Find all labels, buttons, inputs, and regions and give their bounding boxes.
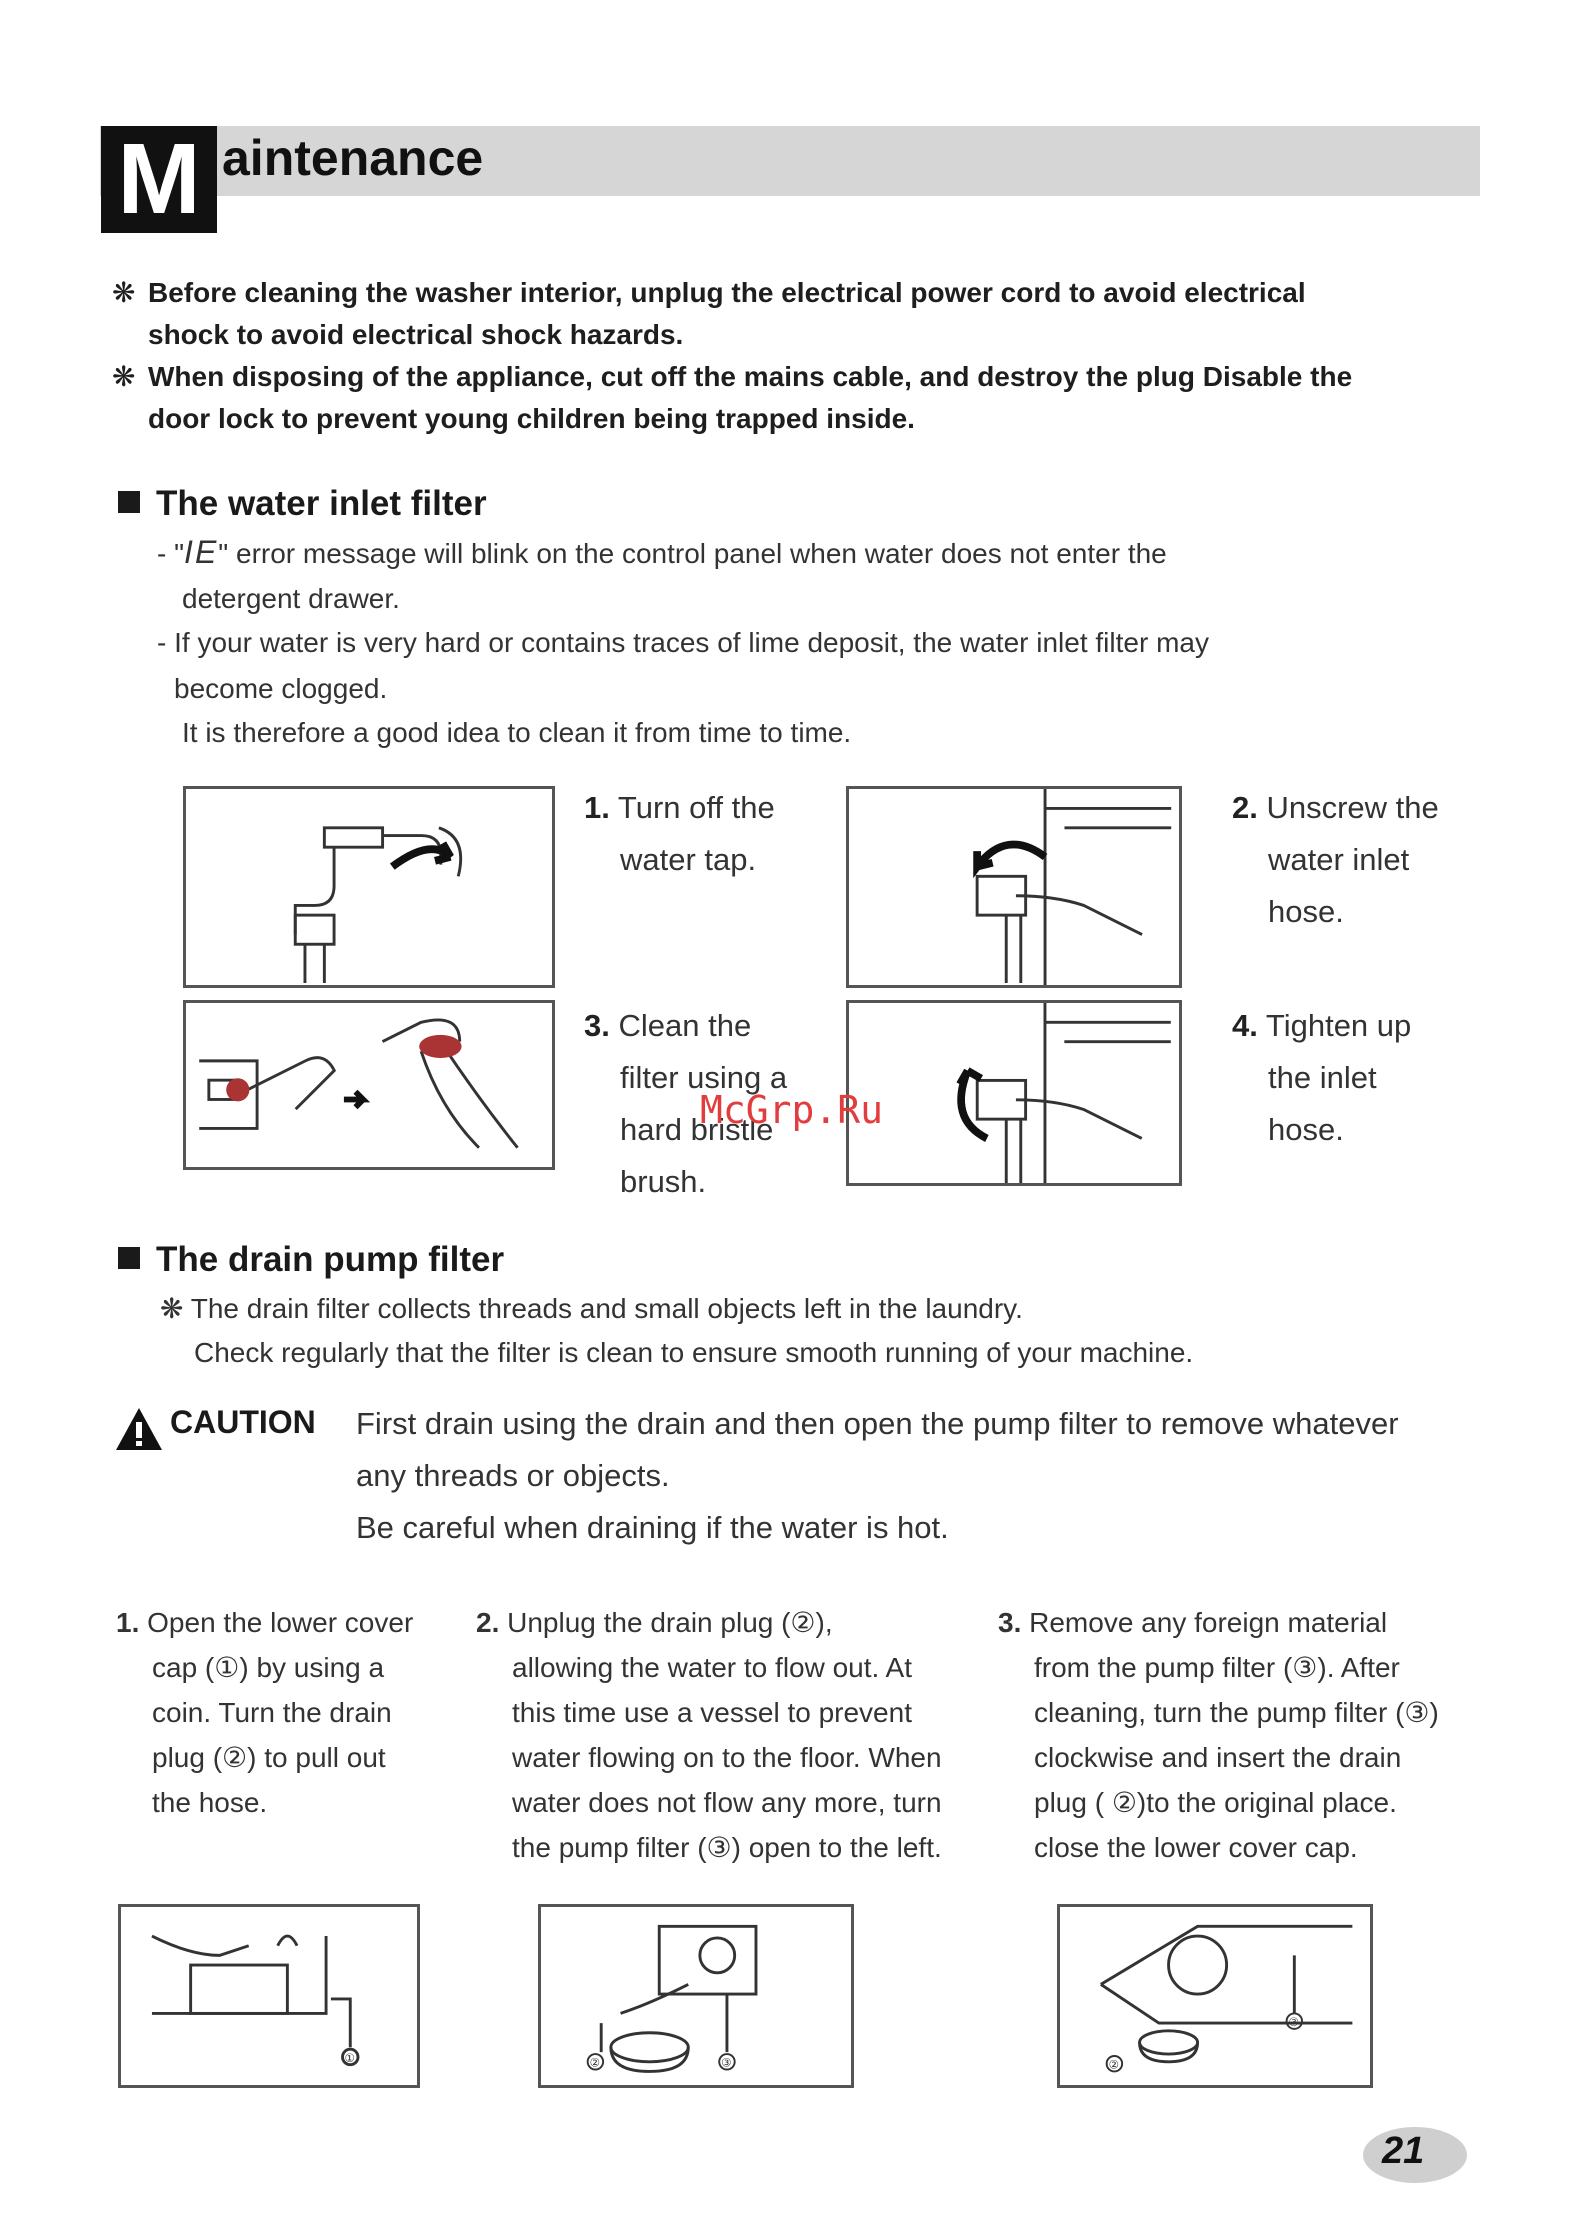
- page-title: aintenance: [222, 130, 484, 186]
- inlet-step-4: [1232, 1000, 1411, 1156]
- warning-2: [112, 356, 1452, 440]
- drain-note-2: Check regularly that the filter is clean to ensure smooth running of your machine.: [194, 1337, 1194, 1368]
- step-line: coin. Turn the drain: [152, 1697, 392, 1728]
- step-line: filter using a: [620, 1060, 788, 1095]
- step-line: Unplug the drain plug (②),: [507, 1607, 833, 1638]
- figure-label-three: ③: [721, 2056, 732, 2070]
- drain-note-1: [160, 1286, 1023, 1331]
- step-line: this time use a vessel to prevent: [512, 1697, 912, 1728]
- step-line: the inlet: [1268, 1060, 1377, 1095]
- step-line: Unscrew the: [1266, 790, 1439, 825]
- inlet-step-1: [584, 782, 775, 886]
- step-line: water inlet: [1268, 842, 1410, 877]
- asterisk-icon: ❋: [160, 1293, 184, 1324]
- warning-2-line-2: door lock to prevent young children being trapped inside.: [148, 403, 915, 434]
- header-initial: M: [101, 126, 217, 233]
- step-line: hose.: [1268, 894, 1344, 929]
- step-line: brush.: [620, 1164, 707, 1199]
- step-line: water tap.: [620, 842, 757, 877]
- step-line: cleaning, turn the pump filter (③): [1034, 1697, 1439, 1728]
- unscrew-illustration: [849, 789, 1179, 985]
- step-line: close the lower cover cap.: [1034, 1832, 1358, 1863]
- section-heading-inlet: [118, 484, 487, 524]
- step-number: 1.: [584, 790, 610, 825]
- tighten-illustration: [849, 1003, 1179, 1183]
- step-line: hard bristle: [620, 1112, 774, 1147]
- inlet-line-1-prefix: - ": [157, 538, 185, 569]
- step-line: Turn off the: [617, 790, 775, 825]
- step-line: Clean the: [618, 1008, 752, 1043]
- inlet-heading-text: The water inlet filter: [156, 484, 487, 523]
- inlet-line-1-suffix: " error message will blink on the control panel when water does not enter the: [218, 538, 1167, 569]
- unplug-drain-illustration: [541, 1907, 851, 2085]
- inlet-line-3: - If your water is very hard or contains traces of lime deposit, the water inlet filter may: [157, 627, 1209, 658]
- inlet-step-2: [1232, 782, 1439, 938]
- asterisk-icon: ❋: [112, 277, 136, 308]
- warning-1-line-1: Before cleaning the washer interior, unplug the electrical power cord to avoid electrical: [148, 277, 1306, 308]
- figure-clean-filter: [183, 1000, 555, 1170]
- brush-illustration: [186, 1003, 552, 1167]
- figure-unplug-drain: [538, 1904, 854, 2088]
- drain-step-2: [476, 1600, 942, 1870]
- inlet-line-2: detergent drawer.: [182, 583, 400, 614]
- figure-remove-material: [1057, 1904, 1373, 2088]
- watermark: McGrp.Ru: [700, 1088, 884, 1132]
- remove-material-illustration: [1060, 1907, 1370, 2085]
- drain-note-1-text: The drain filter collects threads and small objects left in the laundry.: [190, 1293, 1023, 1324]
- figure-tighten-hose: [846, 1000, 1182, 1186]
- warning-triangle-icon: [114, 1406, 164, 1452]
- warning-2-line-1: When disposing of the appliance, cut off the mains cable, and destroy the plug Disable the: [148, 361, 1353, 392]
- caution-label: CAUTION: [170, 1404, 316, 1440]
- inlet-line-4: become clogged.: [174, 673, 388, 704]
- caution-line: Be careful when draining if the water is hot.: [356, 1510, 949, 1545]
- warning-1: [112, 272, 1452, 356]
- step-line: hose.: [1268, 1112, 1344, 1147]
- drain-step-3: [998, 1600, 1439, 1870]
- step-number: 3.: [998, 1607, 1022, 1638]
- step-line: plug ( ②)to the original place.: [1034, 1787, 1397, 1818]
- step-line: plug (②) to pull out: [152, 1742, 386, 1773]
- figure-label-two: ②: [1108, 2058, 1119, 2072]
- page-number: 21: [1382, 2130, 1425, 2172]
- step-line: Open the lower cover: [147, 1607, 414, 1638]
- figure-label-two: ②: [589, 2056, 600, 2070]
- square-bullet-icon: [118, 1247, 140, 1269]
- step-line: from the pump filter (③). After: [1034, 1652, 1400, 1683]
- figure-unscrew-hose: [846, 786, 1182, 988]
- figure-label-one: ①: [344, 2051, 355, 2065]
- figure-open-cover: [118, 1904, 420, 2088]
- step-number: 4.: [1232, 1008, 1258, 1043]
- step-line: cap (①) by using a: [152, 1652, 385, 1683]
- step-number: 3.: [584, 1008, 610, 1043]
- step-line: Tighten up: [1265, 1008, 1412, 1043]
- step-number: 1.: [116, 1607, 140, 1638]
- error-code: IE: [184, 534, 219, 570]
- figure-turn-off-tap: [183, 786, 555, 988]
- caution-line: First drain using the drain and then open the pump filter to remove whatever: [356, 1406, 1399, 1441]
- step-line: water does not flow any more, turn: [512, 1787, 942, 1818]
- square-bullet-icon: [118, 491, 140, 513]
- step-line: allowing the water to flow out. At: [512, 1652, 912, 1683]
- step-line: the pump filter (③) open to the left.: [512, 1832, 942, 1863]
- tap-illustration: [186, 789, 552, 985]
- step-number: 2.: [476, 1607, 500, 1638]
- warning-1-line-2: shock to avoid electrical shock hazards.: [148, 319, 684, 350]
- step-line: the hose.: [152, 1787, 268, 1818]
- inlet-line-5: It is therefore a good idea to clean it from time to time.: [182, 717, 852, 748]
- drain-step-1: [116, 1600, 413, 1825]
- caution-line: any threads or objects.: [356, 1458, 670, 1493]
- open-cover-illustration: [121, 1907, 417, 2085]
- figure-label-three: ③: [1288, 2015, 1299, 2029]
- step-line: clockwise and insert the drain: [1034, 1742, 1402, 1773]
- step-line: Remove any foreign material: [1029, 1607, 1388, 1638]
- step-number: 2.: [1232, 790, 1258, 825]
- section-heading-drain: [118, 1240, 504, 1280]
- step-line: water flowing on to the floor. When: [512, 1742, 942, 1773]
- drain-heading-text: The drain pump filter: [156, 1240, 505, 1279]
- caution-text: [356, 1398, 1399, 1554]
- asterisk-icon: ❋: [112, 361, 136, 392]
- inlet-line-1: [157, 530, 1167, 576]
